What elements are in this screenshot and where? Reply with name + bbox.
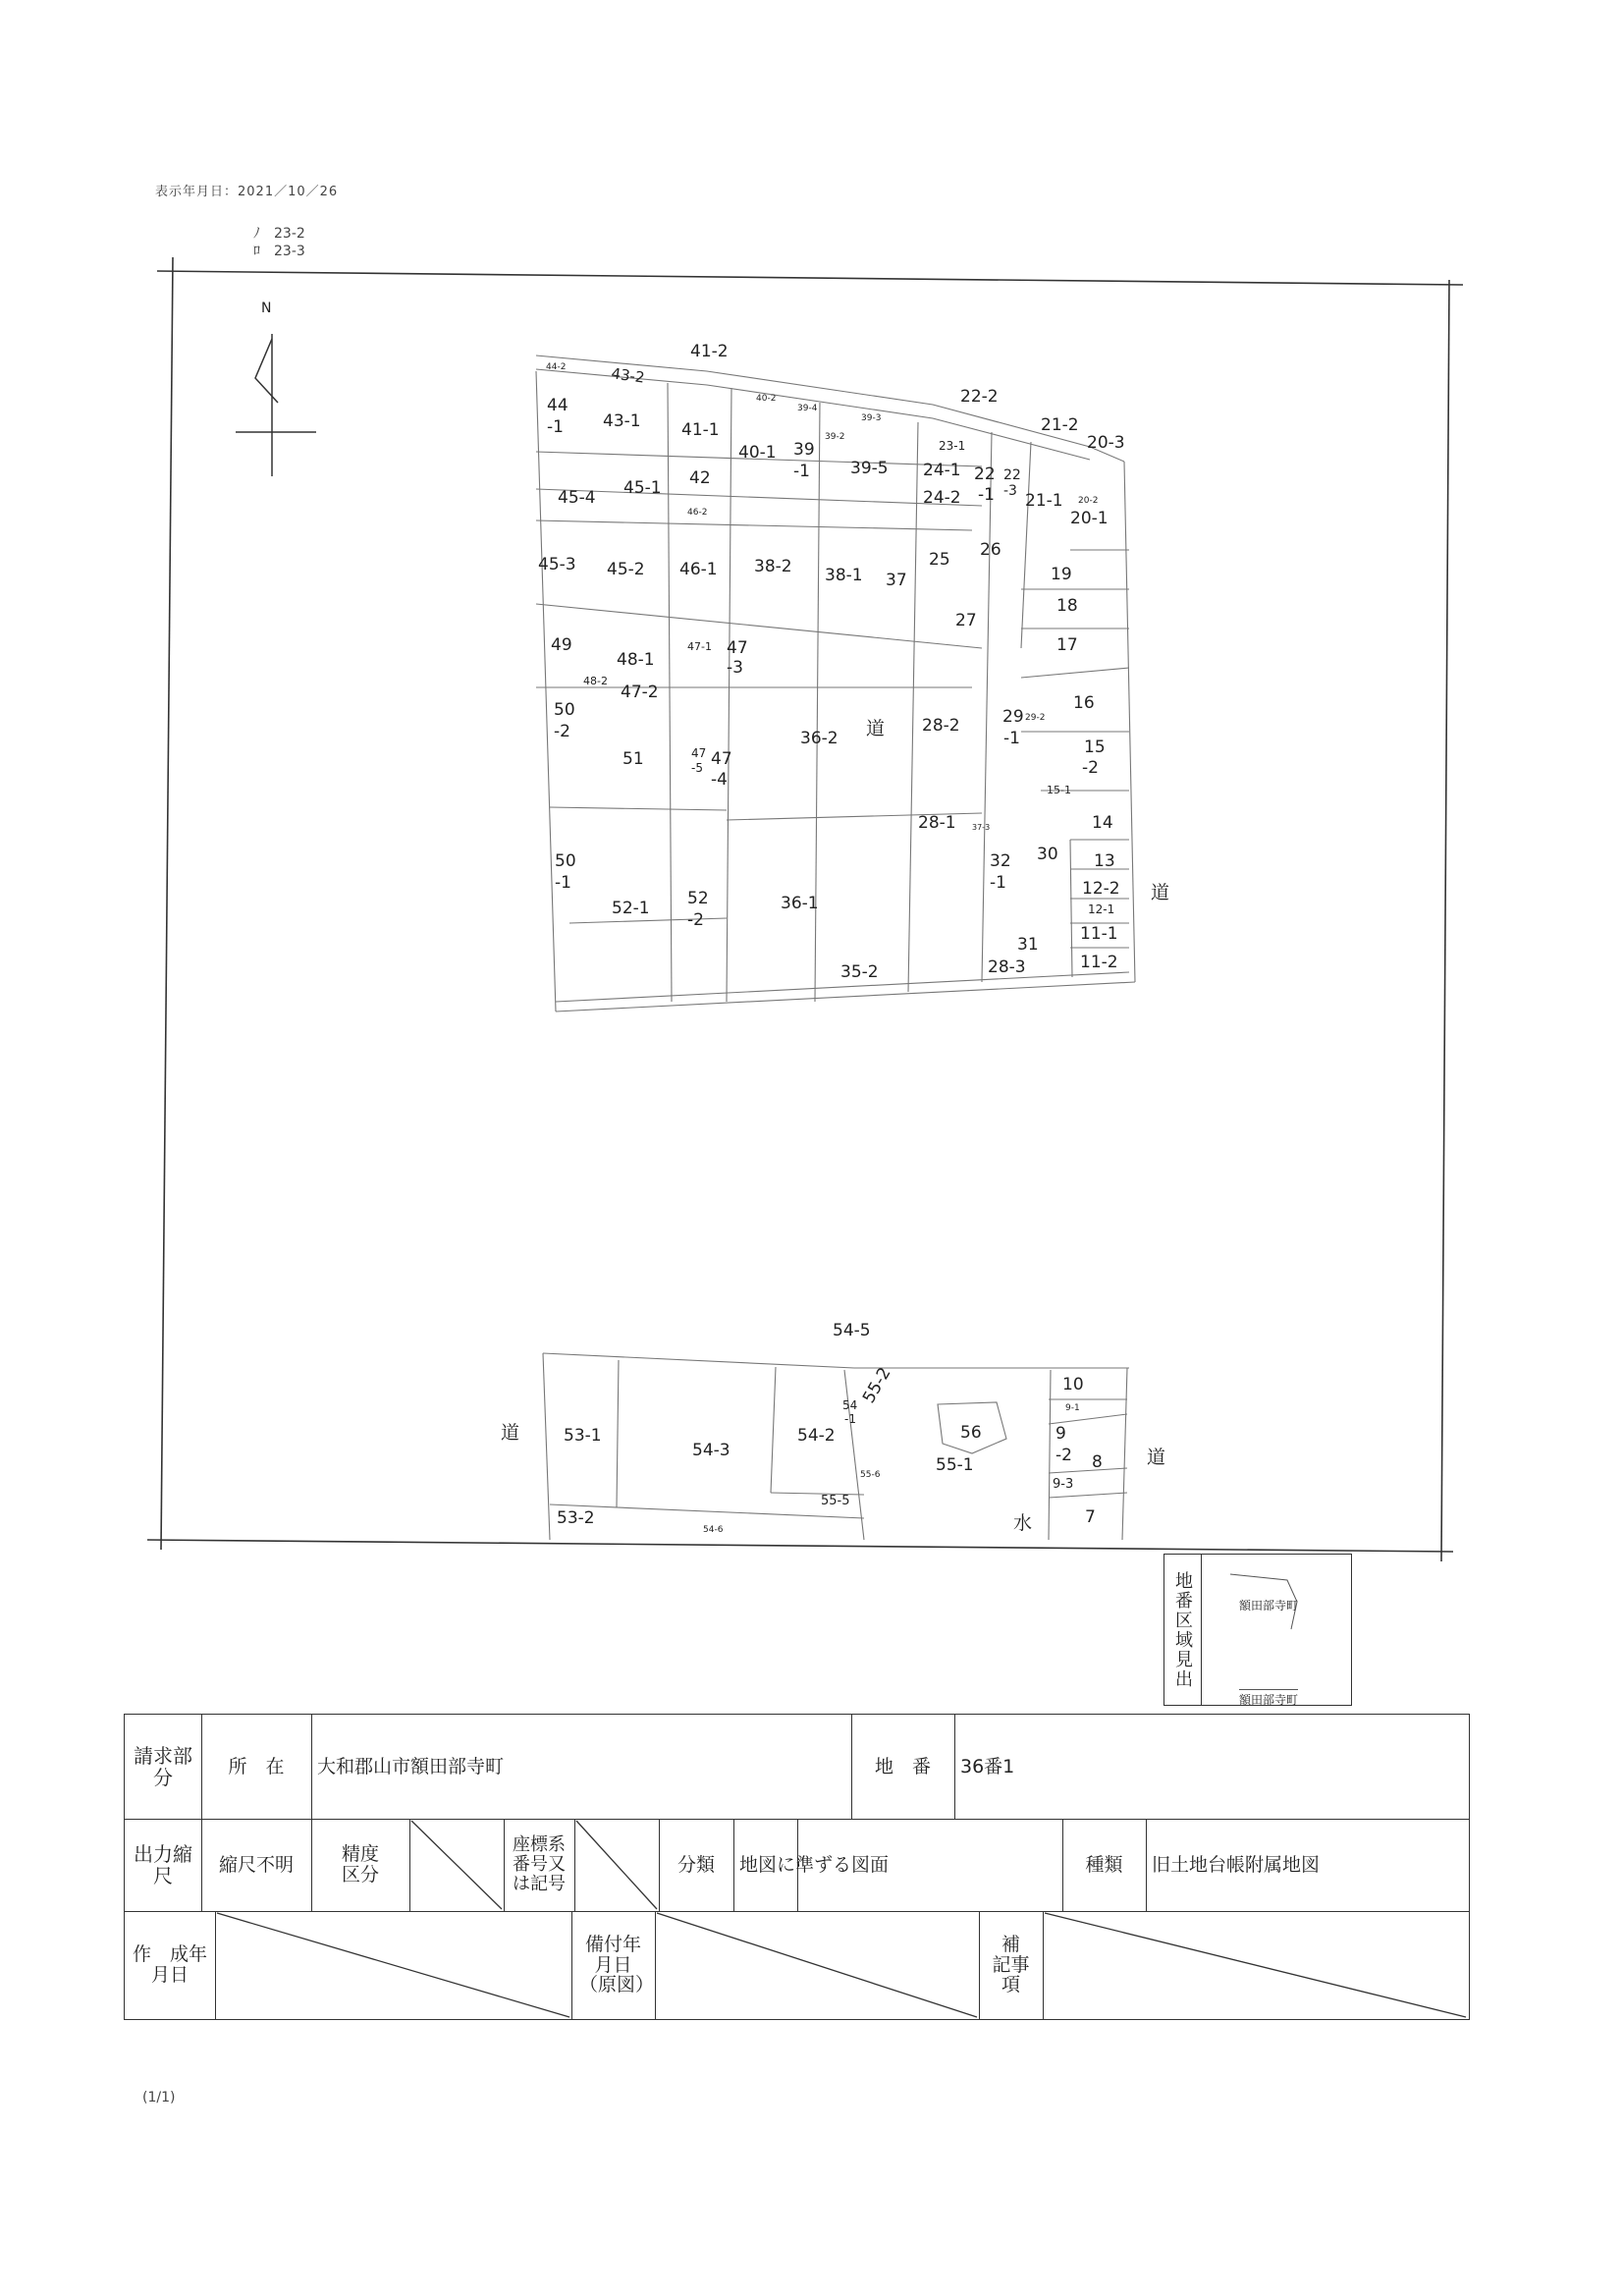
parcel-label: 47: [727, 638, 748, 658]
parcel-label: 30: [1037, 845, 1058, 864]
parcel-label: 37: [886, 571, 907, 590]
road-label: 道: [1147, 1447, 1166, 1468]
coord-label: 座標系番号又は記号: [513, 1834, 566, 1894]
requester-label: 請求部分: [134, 1744, 192, 1789]
lot-label: 地 番: [874, 1755, 931, 1777]
parcel-label: 40-1: [738, 443, 777, 463]
parcel-label: 47-1: [687, 640, 712, 653]
frame-top: [157, 271, 1463, 285]
parcel-label: 42: [689, 468, 711, 488]
parcel-label: 11-2: [1080, 953, 1118, 972]
location-value: 大和郡山市額田部寺町: [317, 1755, 505, 1777]
parcel-label: 32: [990, 851, 1011, 871]
parcel-label: 37-3: [972, 823, 991, 832]
parcel-label: 25: [929, 550, 950, 570]
index-title: 地番区域見出: [1164, 1555, 1202, 1705]
reference-a: ﾉ 23-2: [253, 226, 305, 242]
parcel-label: 39-5: [850, 459, 889, 478]
print-date: 表示年月日：2021／10／26: [155, 185, 339, 199]
parcel-label: -1: [990, 873, 1006, 893]
frame-right: [1441, 280, 1449, 1561]
parcel-label: -3: [727, 658, 743, 678]
registry-form: [124, 1714, 1470, 2020]
parcel-label: 45-1: [623, 478, 662, 498]
parcel-label: 14: [1092, 813, 1113, 833]
parcel-label: 38-2: [754, 557, 792, 576]
map-bottom-lines: [543, 1353, 1129, 1540]
lot-value: 36番1: [960, 1755, 1015, 1777]
parcel-label: 21-1: [1025, 491, 1063, 511]
parcel-label: 41-1: [681, 420, 720, 440]
parcel-label: 19: [1051, 565, 1072, 584]
created-label: 作 成年月日: [132, 1943, 207, 1986]
created-blank: [215, 1911, 571, 2019]
parcel-label: 20-3: [1087, 433, 1125, 453]
parcel-label: 23-1: [939, 439, 966, 453]
location-label: 所 在: [228, 1755, 285, 1777]
parcel-label: 45-4: [558, 488, 596, 508]
parcel-label: 10: [1062, 1375, 1084, 1394]
parcel-label: 44-2: [546, 362, 567, 372]
parcel-label: 9: [1055, 1424, 1066, 1444]
parcel-label: 12-2: [1082, 879, 1120, 899]
parcel-label: 44: [547, 396, 568, 415]
parcel-label: 21-2: [1041, 415, 1079, 435]
notes-blank: [1043, 1911, 1468, 2019]
parcel-label: 47-2: [621, 683, 659, 702]
parcel-label: 18: [1056, 596, 1078, 616]
scale-label: 出力縮尺: [134, 1842, 192, 1887]
parcel-label: 15: [1084, 738, 1106, 757]
parcel-label: 38-1: [825, 566, 863, 585]
parcel-label: 54: [842, 1398, 858, 1412]
notes-label: 補 記事 項: [992, 1933, 1049, 1996]
parcel-label: 43-2: [610, 364, 646, 387]
frame-bottom: [147, 1540, 1453, 1552]
parcel-label: 12-1: [1088, 902, 1115, 916]
parcel-label: 46-2: [687, 508, 708, 518]
page-number: (1/1): [142, 2090, 176, 2105]
parcel-label: 8: [1092, 1452, 1103, 1472]
parcel-label: -3: [1003, 483, 1017, 499]
index-label: 額田部寺町: [1239, 1689, 1298, 1708]
parcel-label: 36-2: [800, 729, 839, 748]
parcel-label: -2: [1082, 758, 1099, 778]
parcel-label: 24-2: [923, 488, 961, 508]
parcel-label: -2: [1055, 1446, 1072, 1465]
parcel-label: 11-1: [1080, 924, 1118, 944]
kind-label: 種類: [1085, 1853, 1123, 1876]
parcel-label: 9-1: [1065, 1403, 1080, 1413]
parcel-label: 39-3: [861, 413, 882, 423]
parcel-label: -1: [793, 462, 810, 481]
parcel-label: 54-6: [703, 1525, 724, 1535]
parcel-label: 16: [1073, 693, 1095, 713]
road-label: 道: [501, 1422, 520, 1444]
parcel-label: 28-3: [988, 957, 1026, 977]
parcel-label: 48-2: [583, 675, 608, 687]
parcel-label: 55-2: [859, 1364, 895, 1407]
parcel-label: 45-3: [538, 555, 576, 574]
parcel-label: 13: [1094, 851, 1115, 871]
parcel-label: 15-1: [1047, 784, 1071, 796]
parcel-label: 36-1: [781, 894, 819, 913]
parcel-label: 52-1: [612, 899, 650, 918]
parcel-label: 17: [1056, 635, 1078, 655]
parcel-label: 29-2: [1025, 713, 1046, 723]
parcel-label: 54-3: [692, 1441, 730, 1460]
parcel-label: -4: [711, 770, 728, 790]
parcel-label: 55-5: [821, 1494, 850, 1508]
parcel-label: 22: [1003, 467, 1021, 483]
accuracy-label: 精度区分: [341, 1843, 379, 1886]
installed-label: 備付年月日（原図）: [579, 1933, 655, 1996]
parcel-label: 49: [551, 635, 572, 655]
parcel-label: 24-1: [923, 461, 961, 480]
map-bottom-labels: [557, 1321, 1103, 1535]
parcel-label: 20-2: [1078, 496, 1099, 506]
frame-left: [161, 257, 173, 1550]
parcel-label: 39: [793, 440, 815, 460]
parcel-label: 22-2: [960, 387, 999, 407]
index-label: 額田部寺町: [1239, 1599, 1299, 1613]
parcel-label: 55-6: [860, 1470, 881, 1480]
parcel-label: 54-2: [797, 1426, 836, 1446]
parcel-label: -2: [554, 722, 570, 741]
coord-blank: [574, 1819, 659, 1911]
parcel-label: 9-3: [1053, 1477, 1074, 1492]
parcel-label: 29: [1002, 707, 1024, 727]
category-label: 分類: [676, 1853, 715, 1876]
parcel-label: 7: [1085, 1507, 1096, 1527]
parcel-label: 22: [974, 465, 996, 484]
reference-b: ﾛ 23-3: [253, 244, 305, 259]
parcel-label: 56: [960, 1423, 982, 1443]
map-top-labels: [538, 342, 1125, 982]
parcel-label: -2: [687, 910, 704, 930]
north-label: N: [261, 301, 272, 316]
parcel-label: 54-5: [833, 1321, 871, 1340]
kind-value: 旧土地台帳附属地図: [1152, 1853, 1321, 1876]
parcel-label: -1: [1003, 729, 1020, 748]
parcel-label: 47: [711, 749, 732, 769]
north-arrow-icon: [236, 301, 316, 476]
parcel-label: 28-2: [922, 716, 960, 736]
parcel-label: 20-1: [1070, 509, 1109, 528]
parcel-label: 53-2: [557, 1508, 595, 1528]
parcel-label: 46-1: [679, 560, 718, 579]
parcel-label: 55-1: [936, 1455, 974, 1475]
parcel-label: 50: [555, 851, 576, 871]
parcel-label: 28-1: [918, 813, 956, 833]
road-label: 道: [866, 718, 886, 739]
parcel-label: 47: [691, 746, 707, 760]
parcel-label: 39-2: [825, 432, 845, 442]
parcel-label: 40-2: [756, 394, 777, 404]
parcel-label: 35-2: [840, 962, 879, 982]
parcel-label: -1: [547, 417, 564, 437]
parcel-label: 43-1: [603, 411, 641, 431]
parcel-label: 45-2: [607, 560, 645, 579]
parcel-label: -5: [691, 761, 703, 775]
parcel-label: 48-1: [617, 650, 655, 670]
parcel-label: 53-1: [564, 1426, 602, 1446]
index-box: [1163, 1554, 1352, 1706]
water-label: 水: [1013, 1512, 1033, 1534]
parcel-label: 26: [980, 540, 1001, 560]
parcel-label: 50: [554, 700, 575, 720]
scale-value: 縮尺不明: [218, 1853, 294, 1876]
parcel-label: -1: [844, 1412, 856, 1426]
parcel-label: 27: [955, 611, 977, 630]
parcel-label: -1: [555, 873, 571, 893]
parcel-label: 31: [1017, 935, 1039, 955]
parcel-label: 52: [687, 889, 709, 908]
parcel-label: 51: [622, 749, 644, 769]
parcel-label: 41-2: [690, 342, 729, 361]
road-label: 道: [1151, 882, 1170, 903]
parcel-label: -1: [978, 485, 995, 505]
parcel-label: 39-4: [797, 404, 818, 413]
accuracy-blank: [409, 1819, 504, 1911]
category-value: 地図に準ずる図面: [739, 1853, 890, 1876]
installed-blank: [655, 1911, 979, 2019]
